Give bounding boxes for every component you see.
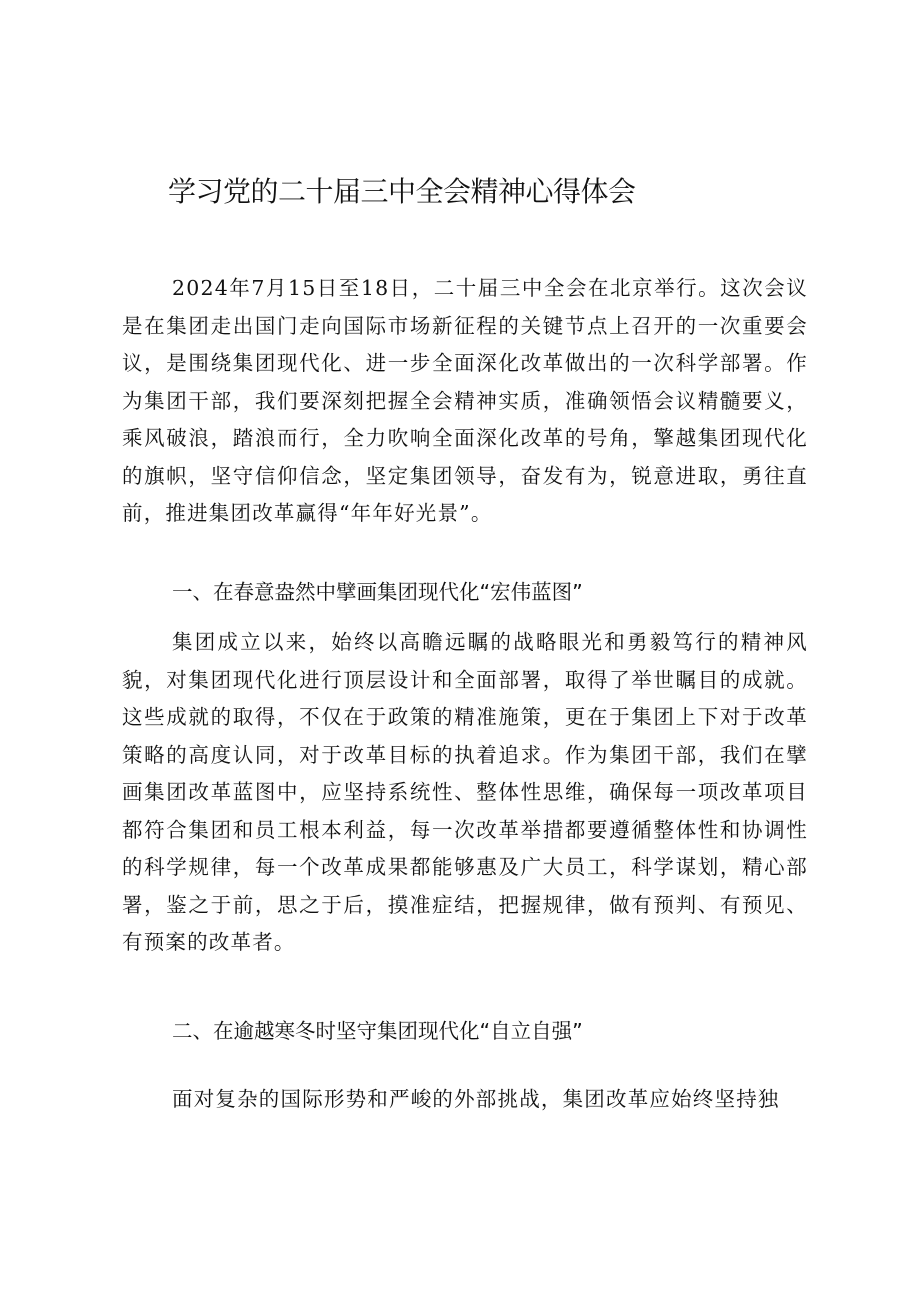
section-heading-1: 一、在春意盎然中擘画集团现代化“宏伟蓝图”: [172, 580, 583, 604]
document-title: 学习党的二十届三中全会精神心得体会: [168, 175, 636, 208]
paragraph-3: 面对复杂的国际形势和严峻的外部挑战，集团改革应始终坚持独: [172, 1087, 780, 1111]
paragraph-1: 2024年7月15日至18日，二十届三中全会在北京举行。这次会议是在集团走出国门走向国际市场新征程的关键节点上召开的一次重要会议，是围绕集团现代化、进一步全面深化改革做出的一次科学部署。作为集团干部，我们要深刻把握全会精神实质，准确领悟会议精髓要义，乘风破浪，踏浪而行，全力吹响全面深化改革的号角，擎越集团现代化的旗帜，坚守信仰信念，坚定集团领导，奋发有为，锐意进取，勇往直前，推进集团改革赢得“年年好光景”。: [122, 276, 808, 525]
paragraph-2: 集团成立以来，始终以高瞻远瞩的战略眼光和勇毅笃行的精神风貌，对集团现代化进行顶层设计和全面部署，取得了举世瞩目的成就。这些成就的取得，不仅在于政策的精准施策，更在于集团上下对于改革策略的高度认同，对于改革目标的执着追求。作为集团干部，我们在擘画集团改革蓝图中，应坚持系统性、整体性思维，确保每一项改革项目都符合集团和员工根本利益，每一次改革举措都要遵循整体性和协调性的科学规律，每一个改革成果都能够惠及广大员工，科学谋划，精心部署，鉴之于前，思之于后，摸准症结，把握规律，做有预判、有预见、有预案的改革者。: [122, 630, 808, 954]
section-heading-2: 二、在逾越寒冬时坚守集团现代化“自立自强”: [172, 1019, 583, 1043]
